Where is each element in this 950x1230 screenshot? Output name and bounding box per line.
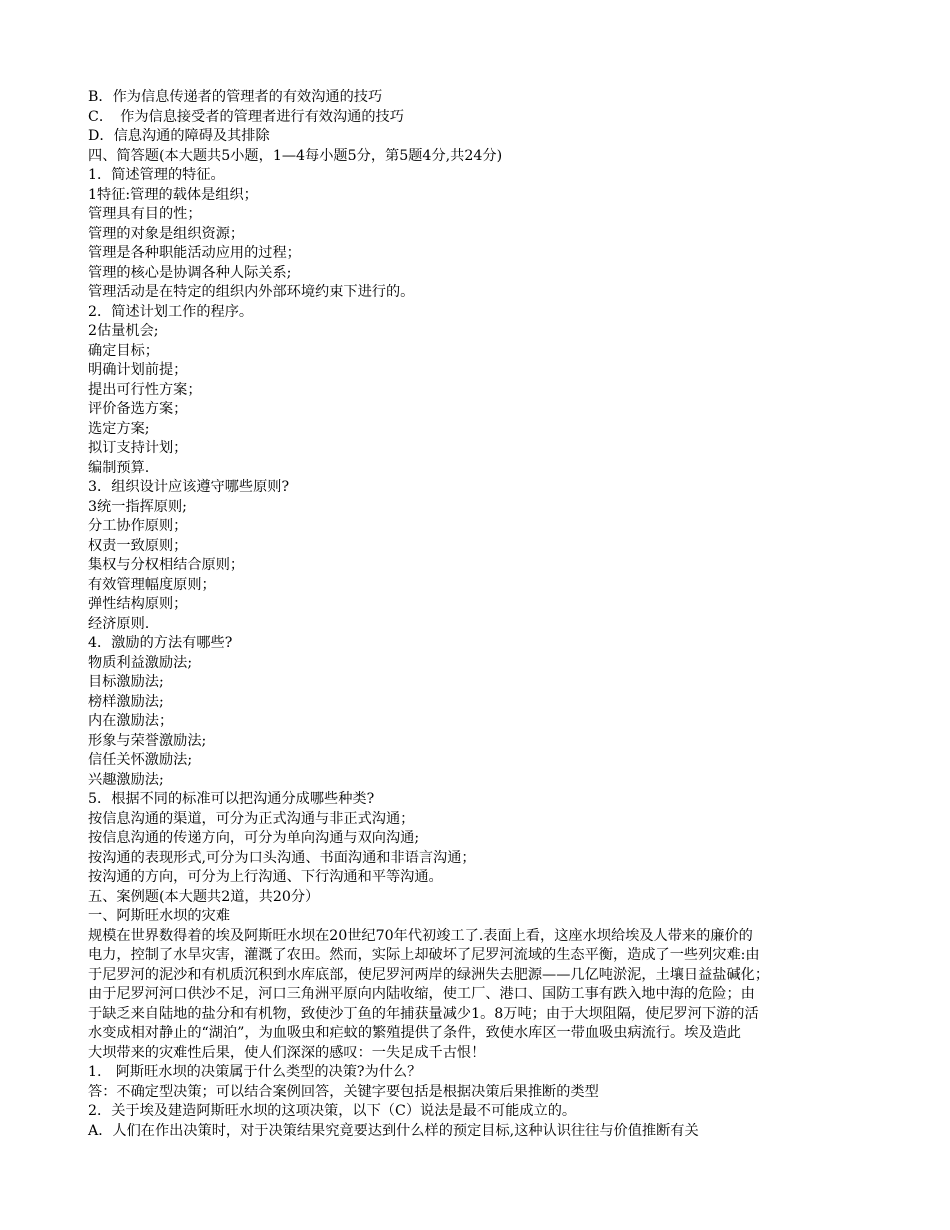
text-line: 2估量机会; <box>88 323 159 339</box>
text-line: 信任关怀激励法; <box>88 752 193 768</box>
document-page <box>88 88 880 1141</box>
text-line: 编制预算. <box>88 459 150 476</box>
text-line: 评价备选方案； <box>88 401 188 417</box>
section-case-questions <box>88 1063 880 1141</box>
text-line: 有效管理幅度原则； <box>88 576 216 593</box>
text-line: 管理的对象是组织资源； <box>88 225 245 242</box>
text-line: 弹性结构原则； <box>88 596 188 612</box>
case-text-line: 于缺乏来自陆地的盐分和有机物，致使沙丁鱼的年捕获量减少1。8万吨；由于大坝阻隔，使尼罗河下游的活 <box>88 1005 759 1022</box>
text-line: 答：不确定型决策；可以结合案例回答，关键字要包括是根据决策后果推断的类型 <box>88 1083 599 1100</box>
text-line: 按信息沟通的渠道，可分为正式沟通与非正式沟通； <box>88 810 415 827</box>
text-line: 1．简述管理的特征。 <box>88 167 225 183</box>
text-line: 按沟通的方向，可分为上行沟通、下行沟通和平等沟通。 <box>88 869 443 885</box>
text-line: 按沟通的表现形式,可分为口头沟通、书面沟通和非语言沟通； <box>88 849 476 866</box>
text-line: 四、简答题(本大题共5小题，1—4每小题5分，第5题4分,共24分) <box>88 147 503 164</box>
case-text-line: 规模在世界数得着的埃及阿斯旺水坝在20世纪70年代初竣工了.表面上看，这座水坝给埃及人带来的廉价的 <box>88 927 753 944</box>
case-paragraph <box>88 927 880 1064</box>
text-line: 形象与荣誉激励法; <box>88 732 207 749</box>
text-line: 管理活动是在特定的组织内外部环境约束下进行的。 <box>88 284 415 300</box>
text-line: 目标激励法; <box>88 674 164 690</box>
text-line: C． 作为信息接受者的管理者进行有效沟通的技巧 <box>88 108 404 125</box>
text-line: 4．激励的方法有哪些? <box>88 635 233 651</box>
text-line: 物质利益激励法; <box>88 654 193 671</box>
case-text-line: 由于尼罗河河口供沙不足，河口三角洲平原向内陆收缩，使工厂、港口、国防工事有跌入地中海的危险；由 <box>88 986 755 1002</box>
text-line: 内在激励法； <box>88 713 174 729</box>
text-line: 兴趣激励法; <box>88 771 164 788</box>
case-text-line: 水变成相对静止的“湖泊”，为血吸虫和疟蚊的繁殖提供了条件，致使水库区一带血吸虫病流行。埃及造此 <box>88 1025 741 1041</box>
text-line: 2．简述计划工作的程序。 <box>88 303 254 320</box>
text-line: 五、案例题(本大题共2道，共20分） <box>88 888 320 905</box>
text-line: 权责一致原则； <box>88 537 188 554</box>
text-line: 榜样激励法; <box>88 693 164 710</box>
text-line: 3统一指挥原则; <box>88 498 187 515</box>
case-text-line: 于尼罗河的泥沙和有机质沉积到水库底部，使尼罗河两岸的绿洲失去肥源——几亿吨淤泥，土壤日益盐碱化； <box>88 966 770 983</box>
text-line: 明确计划前提； <box>88 362 188 378</box>
text-line: 选定方案; <box>88 420 150 437</box>
text-line: 3．组织设计应该遵守哪些原则? <box>88 479 290 495</box>
text-line: 分工协作原则； <box>88 518 188 534</box>
text-line: 2．关于埃及建造阿斯旺水坝的这项决策，以下（C）说法是最不可能成立的。 <box>88 1103 577 1119</box>
text-line: 确定目标； <box>88 342 159 359</box>
text-line: A．人们在作出决策时，对于决策结果究竟要达到什么样的预定目标,这种认识往往与价值推断有关 <box>88 1122 699 1139</box>
case-text-line: 大坝带来的灾难性后果，使人们深深的感叹：一失足成千古恨！ <box>88 1044 486 1061</box>
text-line: 按信息沟通的传递方向，可分为单向沟通与双向沟通; <box>88 830 420 846</box>
text-line: 管理的核心是协调各种人际关系; <box>88 264 292 281</box>
case-text-line: 电力，控制了水旱灾害，灌溉了农田。然而，实际上却破坏了尼罗河流域的生态平衡，造成了一些列灾难:由 <box>88 947 760 963</box>
text-line: 1特征:管理的载体是组织； <box>88 186 258 203</box>
text-line: 5．根据不同的标准可以把沟通分成哪些种类? <box>88 791 375 807</box>
text-line: 一、阿斯旺水坝的灾难 <box>88 908 230 924</box>
text-line: 管理是各种职能活动应用的过程； <box>88 245 301 261</box>
text-line: 管理具有目的性； <box>88 206 202 222</box>
text-line: 拟订支持计划； <box>88 440 188 456</box>
section-short-answers <box>88 88 880 927</box>
text-line: D．信息沟通的障碍及其排除 <box>88 128 270 144</box>
text-line: 经济原则. <box>88 615 150 632</box>
text-line: 提出可行性方案； <box>88 381 202 398</box>
text-line: B．作为信息传递者的管理者的有效沟通的技巧 <box>88 89 383 105</box>
text-line: 集权与分权相结合原则； <box>88 557 245 573</box>
text-line: 1. 阿斯旺水坝的决策属于什么类型的决策?为什么？ <box>88 1064 422 1080</box>
